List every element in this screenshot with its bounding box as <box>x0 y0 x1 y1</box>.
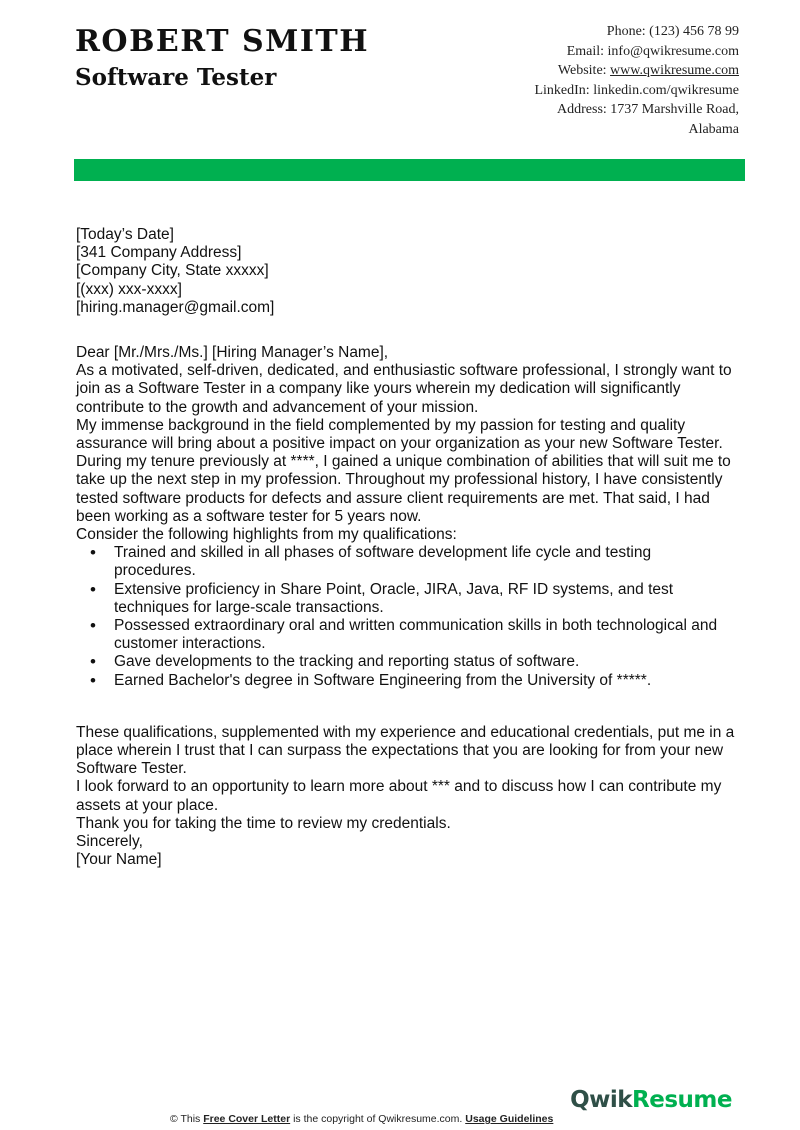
website-link[interactable]: www.qwikresume.com <box>610 63 739 78</box>
candidate-name: ROBERT SMITH <box>75 24 370 59</box>
copyright-prefix: © This <box>170 1113 204 1125</box>
recipient-block <box>76 244 736 317</box>
logo-text-qwik: Qwik <box>570 1087 633 1113</box>
signoff: Sincerely, <box>76 833 143 851</box>
qwikresume-logo[interactable] <box>570 1087 732 1113</box>
body-paragraph: My immense background in the field complemented by my passion for testing and quality assurance will bring about a positive impact on your organization as your new Software Tester. <box>76 416 723 453</box>
closing-paragraph: I look forward to an opportunity to learn more about *** and to discuss how I can contribute my assets at your place. <box>76 778 722 814</box>
recipient-line: [Company City, State xxxxx] <box>76 262 269 280</box>
list-item: • Gave developments to the tracking and reporting status of software. <box>114 653 736 671</box>
website-label: Website: <box>557 63 611 78</box>
contact-address <box>534 100 739 139</box>
recipient-line: [hiring.manager@gmail.com] <box>76 298 275 316</box>
job-title: Software Tester <box>75 64 277 91</box>
list-item: • Possessed extraordinary oral and written communication skills in both technological and customer interactions. <box>114 617 736 653</box>
closing-paragraph: Thank you for taking the time to review my credentials. <box>76 814 451 832</box>
contact-website <box>534 61 739 81</box>
letter-body <box>76 226 736 870</box>
closing-paragraph: These qualifications, supplemented with my experience and educational credentials, put me in a place wherein I trust that I can surpass the expectations that you are looking for from your new Software Tester. <box>76 723 735 778</box>
signature: [Your Name] <box>76 851 162 869</box>
contact-block <box>534 22 739 139</box>
list-item: • Earned Bachelor's degree in Software Engineering from the University of *****. <box>114 672 736 690</box>
list-item: • Extensive proficiency in Share Point, Oracle, JIRA, Java, RF ID systems, and test techniques for large-scale transactions. <box>114 581 736 617</box>
usage-guidelines-link[interactable]: Usage Guidelines <box>465 1113 554 1125</box>
address-line-2: Alabama <box>688 121 739 137</box>
free-cover-letter-link[interactable]: Free Cover Letter <box>203 1113 291 1125</box>
list-item: • Trained and skilled in all phases of software development life cycle and testing procedures. <box>114 544 736 580</box>
body-paragraph: As a motivated, self-driven, dedicated, and enthusiastic software professional, I strongly want to join as a Software Tester in a company like yours wherein my dedication will significantly contribute to the growth and advancement of your mission. <box>76 362 732 416</box>
copyright-notice <box>170 1113 553 1125</box>
contact-email: Email: info@qwikresume.com <box>566 43 739 59</box>
highlights-intro: Consider the following highlights from my qualifications: <box>76 526 457 544</box>
highlights-list <box>76 544 736 690</box>
contact-phone: Phone: (123) 456 78 99 <box>606 24 739 39</box>
letter-date: [Today’s Date] <box>76 226 174 243</box>
copyright-middle: is the copyright of Qwikresume.com. <box>290 1113 466 1125</box>
body-paragraph: During my tenure previously at ****, I gained a unique combination of abilities that will suit me to take up the next step in my profession. Throughout my professional history, I have consistently tested software products for defects and assure client requirements are met. That said, I had been working as a software tester for 5 years now. <box>76 453 731 525</box>
address-line-1: Address: 1737 Marshville Road, <box>557 102 739 117</box>
salutation: Dear [Mr./Mrs./Ms.] [Hiring Manager’s Name], <box>76 344 389 362</box>
recipient-line: [341 Company Address] <box>76 244 242 262</box>
logo-text-resume: Resume <box>632 1087 732 1113</box>
contact-linkedin: LinkedIn: linkedin.com/qwikresume <box>534 82 739 98</box>
recipient-line: [(xxx) xxx-xxxx] <box>76 280 182 298</box>
header-divider-bar <box>74 159 745 181</box>
